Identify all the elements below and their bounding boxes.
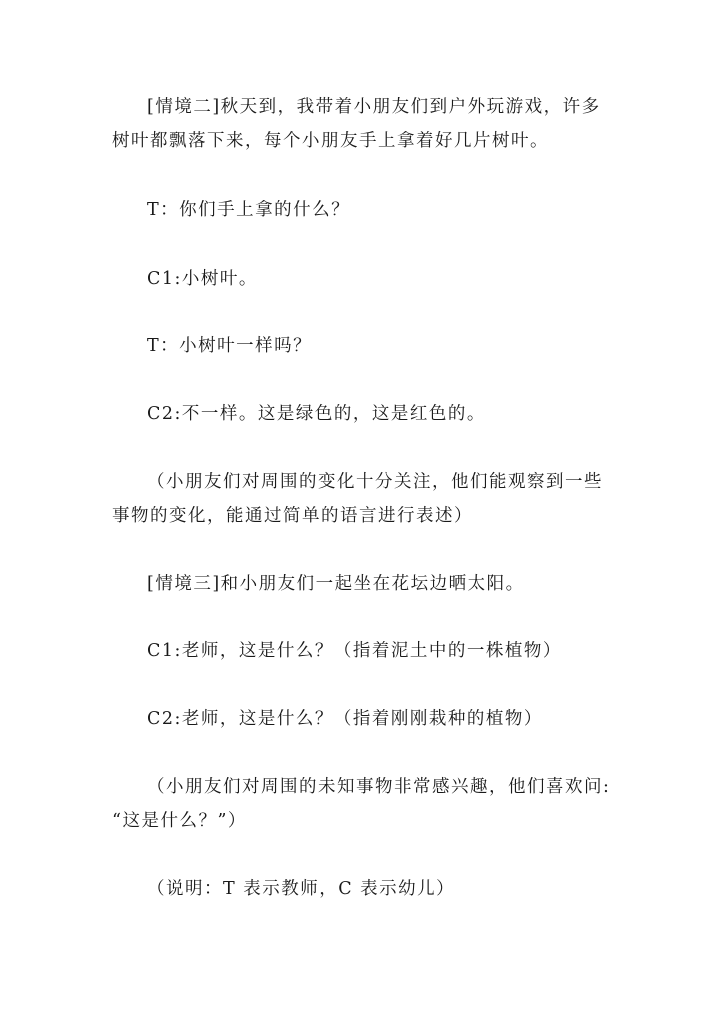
text-line: C1:老师，这是什么？（指着泥土中的一株植物）: [147, 641, 562, 661]
text-line: （小朋友们对周围的变化十分关注，他们能观察到一些: [147, 472, 603, 492]
paragraph-scene-three: [147, 567, 647, 601]
text-line: T：小树叶一样吗？: [147, 336, 313, 356]
text-line: “这是什么？”）: [112, 811, 247, 831]
text-line: 事物的变化，能通过简单的语言进行表述）: [112, 506, 473, 526]
paragraph-scene-two: [112, 90, 612, 158]
text-line: [情境三]和小朋友们一起坐在花坛边晒太阳。: [147, 574, 525, 594]
text-line: [情境二]秋天到，我带着小朋友们到户外玩游戏，许多: [147, 97, 601, 117]
paragraph-observation-2: [112, 770, 612, 838]
paragraph-c1-answer-1: [147, 262, 647, 296]
text-line: T：你们手上拿的什么？: [147, 200, 351, 220]
text-line: C2:不一样。这是绿色的，这是红色的。: [147, 404, 486, 424]
text-line: C2:老师，这是什么？（指着刚刚栽种的植物）: [147, 709, 543, 729]
text-line: C1:小树叶。: [147, 269, 258, 289]
paragraph-t-question-1: [147, 193, 647, 227]
text-line: 树叶都飘落下来，每个小朋友手上拿着好几片树叶。: [112, 131, 549, 151]
paragraph-c2-answer-1: [147, 397, 647, 431]
paragraph-c2-question: [147, 702, 647, 736]
text-line: （说明：T 表示教师，C 表示幼儿）: [147, 879, 456, 899]
paragraph-t-question-2: [147, 329, 647, 363]
paragraph-c1-question: [147, 634, 647, 668]
paragraph-note: [147, 872, 647, 906]
paragraph-observation-1: [112, 465, 612, 533]
text-line: （小朋友们对周围的未知事物非常感兴趣，他们喜欢问:: [147, 777, 611, 797]
